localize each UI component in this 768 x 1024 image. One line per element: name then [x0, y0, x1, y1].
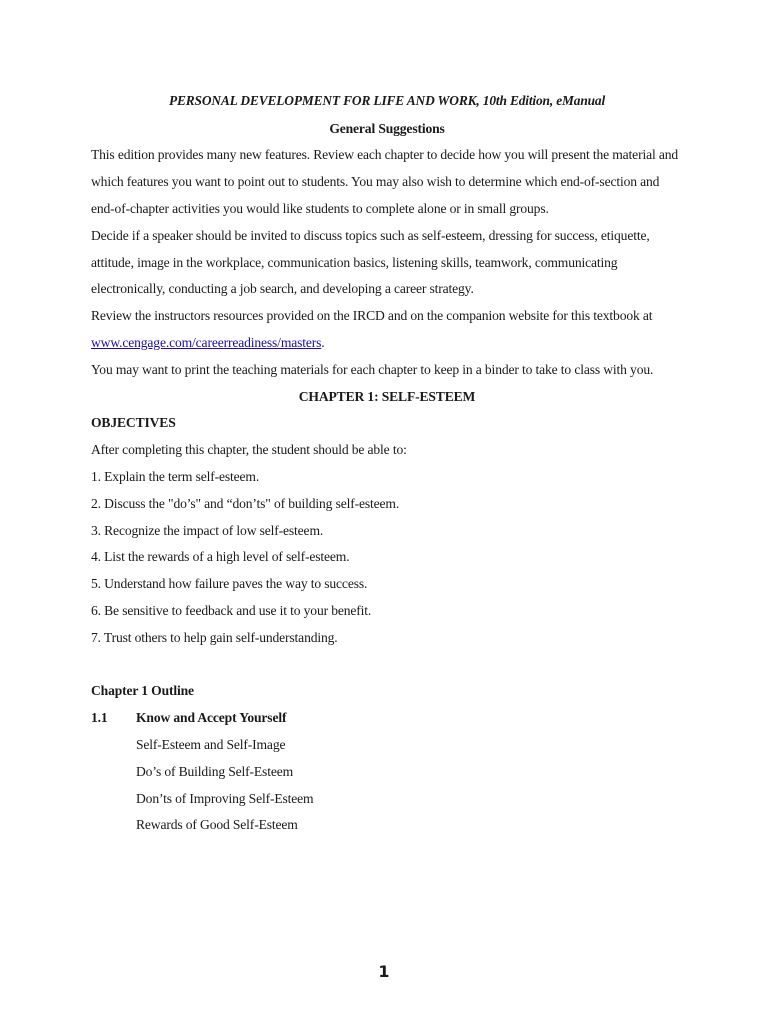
document-page: [91, 88, 683, 839]
outline-heading: Chapter 1 Outline: [91, 683, 194, 699]
paragraph-resources-text: Review the instructors resources provided on the IRCD and on the companion website for this textbook at: [91, 308, 653, 324]
objective-item: 2. Discuss the "do’s" and “don’ts" of building self-esteem.: [91, 495, 400, 511]
paragraph-resources: [91, 303, 683, 357]
objective-item: 7. Trust others to help gain self-understanding.: [91, 629, 338, 645]
objective-item: 5. Understand how failure paves the way to success.: [91, 576, 368, 592]
document-title: PERSONAL DEVELOPMENT FOR LIFE AND WORK, 10th Edition, eManual: [168, 93, 606, 108]
outline-item: Rewards of Good Self-Esteem: [136, 817, 298, 833]
objective-item: 6. Be sensitive to feedback and use it to your benefit.: [91, 602, 372, 618]
objectives-list: [91, 464, 683, 652]
paragraph-binder: You may want to print the teaching materials for each chapter to keep in a binder to take to class with you.: [91, 361, 654, 377]
outline-section-heading: [91, 705, 683, 732]
companion-website-link[interactable]: www.cengage.com/careerreadiness/masters: [91, 334, 322, 350]
outline-section-number: 1.1: [91, 710, 108, 726]
paragraph-new-features: This edition provides many new features. Review each chapter to decide how you will present the material and which features you want to point out to students. You may also wish to determine which end-of-section and end-of-chapter activities you would like students to complete alone or in small groups.: [91, 147, 679, 216]
blank-line: [91, 652, 683, 679]
outline-item: Self-Esteem and Self-Image: [136, 736, 286, 752]
objective-item: 4. List the rewards of a high level of self-esteem.: [91, 549, 350, 565]
page-number: 1: [378, 962, 390, 981]
paragraph-resources-end: .: [321, 334, 325, 350]
outline-items-list: [91, 732, 683, 839]
chapter-heading: CHAPTER 1: SELF-ESTEEM: [298, 388, 476, 404]
outline-item: Do’s of Building Self-Esteem: [136, 763, 294, 779]
objectives-heading: OBJECTIVES: [91, 415, 176, 431]
objectives-intro: After completing this chapter, the student should be able to:: [91, 442, 407, 458]
objective-item: 3. Recognize the impact of low self-esteem.: [91, 522, 324, 538]
general-suggestions-heading: General Suggestions: [329, 120, 445, 136]
paragraph-speaker: Decide if a speaker should be invited to discuss topics such as self-esteem, dressing for success, etiquette, attitude, image in the workplace, communication basics, listening skills, teamwork, communicating electronically, conducting a job search, and developing a career strategy.: [91, 227, 650, 297]
outline-section-title: Know and Accept Yourself: [136, 710, 287, 726]
objective-item: 1. Explain the term self-esteem.: [91, 468, 260, 484]
outline-item: Don’ts of Improving Self-Esteem: [136, 790, 314, 806]
